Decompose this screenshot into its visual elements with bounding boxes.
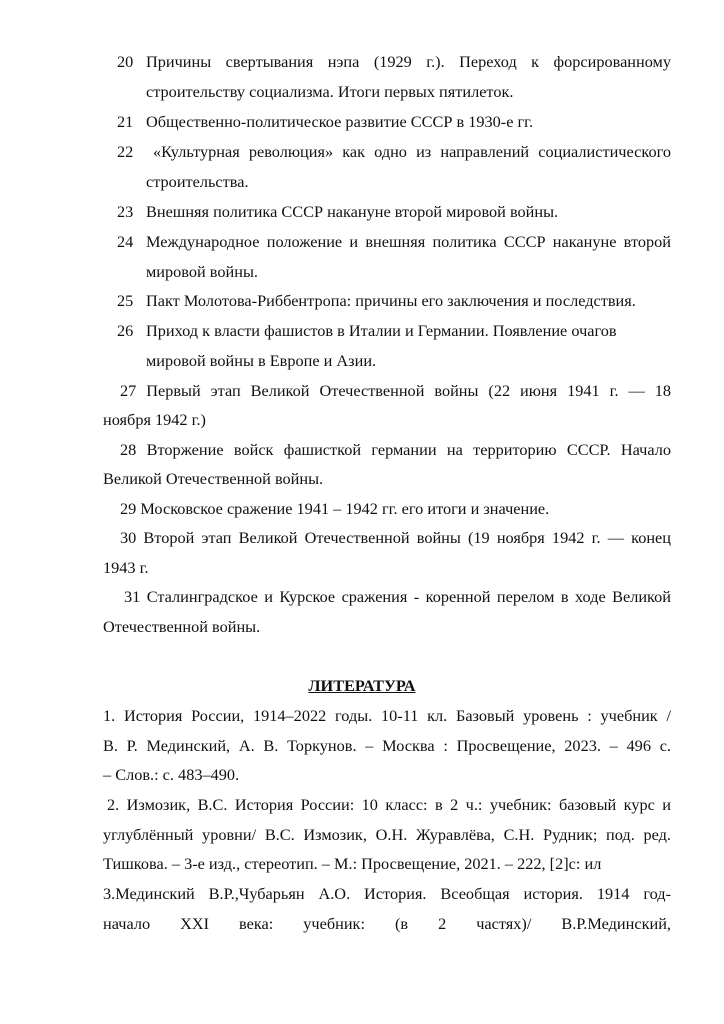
question-30-line-1: 30 Второй этап Великой Отечественной войны (19 ноября 1942 г. — конец <box>120 528 671 547</box>
question-25-line-1: Пакт Молотова-Риббентропа: причины его заключения и последствия. <box>146 291 636 310</box>
question-number-22: 22 <box>117 142 134 161</box>
literature-line-6: Тишкова. – 3-е изд., стереотип. – М.: Просвещение, 2021. – 222, [2]с: ил <box>103 854 602 873</box>
question-21-line-1: Общественно-политическое развитие СССР в 1930-е гг. <box>146 112 534 131</box>
literature-line-7: 3.Мединский В.Р.,Чубарьян А.О. История. Всеобщая история. 1914 год- <box>103 884 671 903</box>
question-26-line-1: Приход к власти фашистов в Италии и Германии. Появление очагов <box>146 321 617 340</box>
question-number-24: 24 <box>117 232 134 251</box>
literature-line-3: – Слов.: с. 483–490. <box>103 765 240 784</box>
literature-line-8: начало XXI века: учебник: (в 2 частях)/ В.Р.Мединский, <box>103 914 671 933</box>
question-29-line-1: 29 Московское сражение 1941 – 1942 гг. его итоги и значение. <box>120 499 550 518</box>
literature-line-2: В. Р. Мединский, А. В. Торкунов. – Москва : Просвещение, 2023. – 496 с. <box>103 736 671 755</box>
literature-line-5: углублённый уровни/ В.С. Измозик, О.Н. Журавлёва, С.Н. Рудник; под. ред. <box>103 825 671 844</box>
question-22-line-1: «Культурная революция» как одно из направлений социалистического <box>153 142 671 161</box>
question-28-line-1: 28 Вторжение войск фашисткой германии на территорию СССР. Начало <box>120 440 671 459</box>
question-23-line-1: Внешняя политика СССР накануне второй мировой войны. <box>146 202 559 221</box>
question-20-line-2: строительству социализма. Итоги первых пятилеток. <box>146 82 514 101</box>
question-number-23: 23 <box>117 202 134 221</box>
question-27-line-2: ноября 1942 г.) <box>103 410 206 429</box>
question-number-20: 20 <box>117 52 134 71</box>
question-22-line-2: строительства. <box>146 172 249 191</box>
question-number-26: 26 <box>117 321 134 340</box>
question-31-line-1: 31 Сталинградское и Курское сражения - коренной перелом в ходе Великой <box>124 587 671 606</box>
literature-heading: ЛИТЕРАТУРА <box>308 676 416 695</box>
question-27-line-1: 27 Первый этап Великой Отечественной войны (22 июня 1941 г. — 18 <box>120 381 671 400</box>
question-30-line-2: 1943 г. <box>103 558 149 577</box>
question-31-line-2: Отечественной войны. <box>103 617 261 636</box>
question-20-line-1: Причины свертывания нэпа (1929 г.). Переход к форсированному <box>146 52 671 71</box>
question-28-line-2: Великой Отечественной войны. <box>103 469 324 488</box>
question-number-21: 21 <box>117 112 134 131</box>
literature-line-1: 1. История России, 1914–2022 годы. 10-11 кл. Базовый уровень : учебник / <box>103 706 671 725</box>
question-26-line-2: мировой войны в Европе и Азии. <box>146 351 377 370</box>
question-number-25: 25 <box>117 291 134 310</box>
literature-line-4: 2. Измозик, В.С. История России: 10 класс: в 2 ч.: учебник: базовый курс и <box>107 795 671 814</box>
question-24-line-1: Международное положение и внешняя политика СССР накануне второй <box>146 232 671 251</box>
question-24-line-2: мировой войны. <box>146 262 258 281</box>
